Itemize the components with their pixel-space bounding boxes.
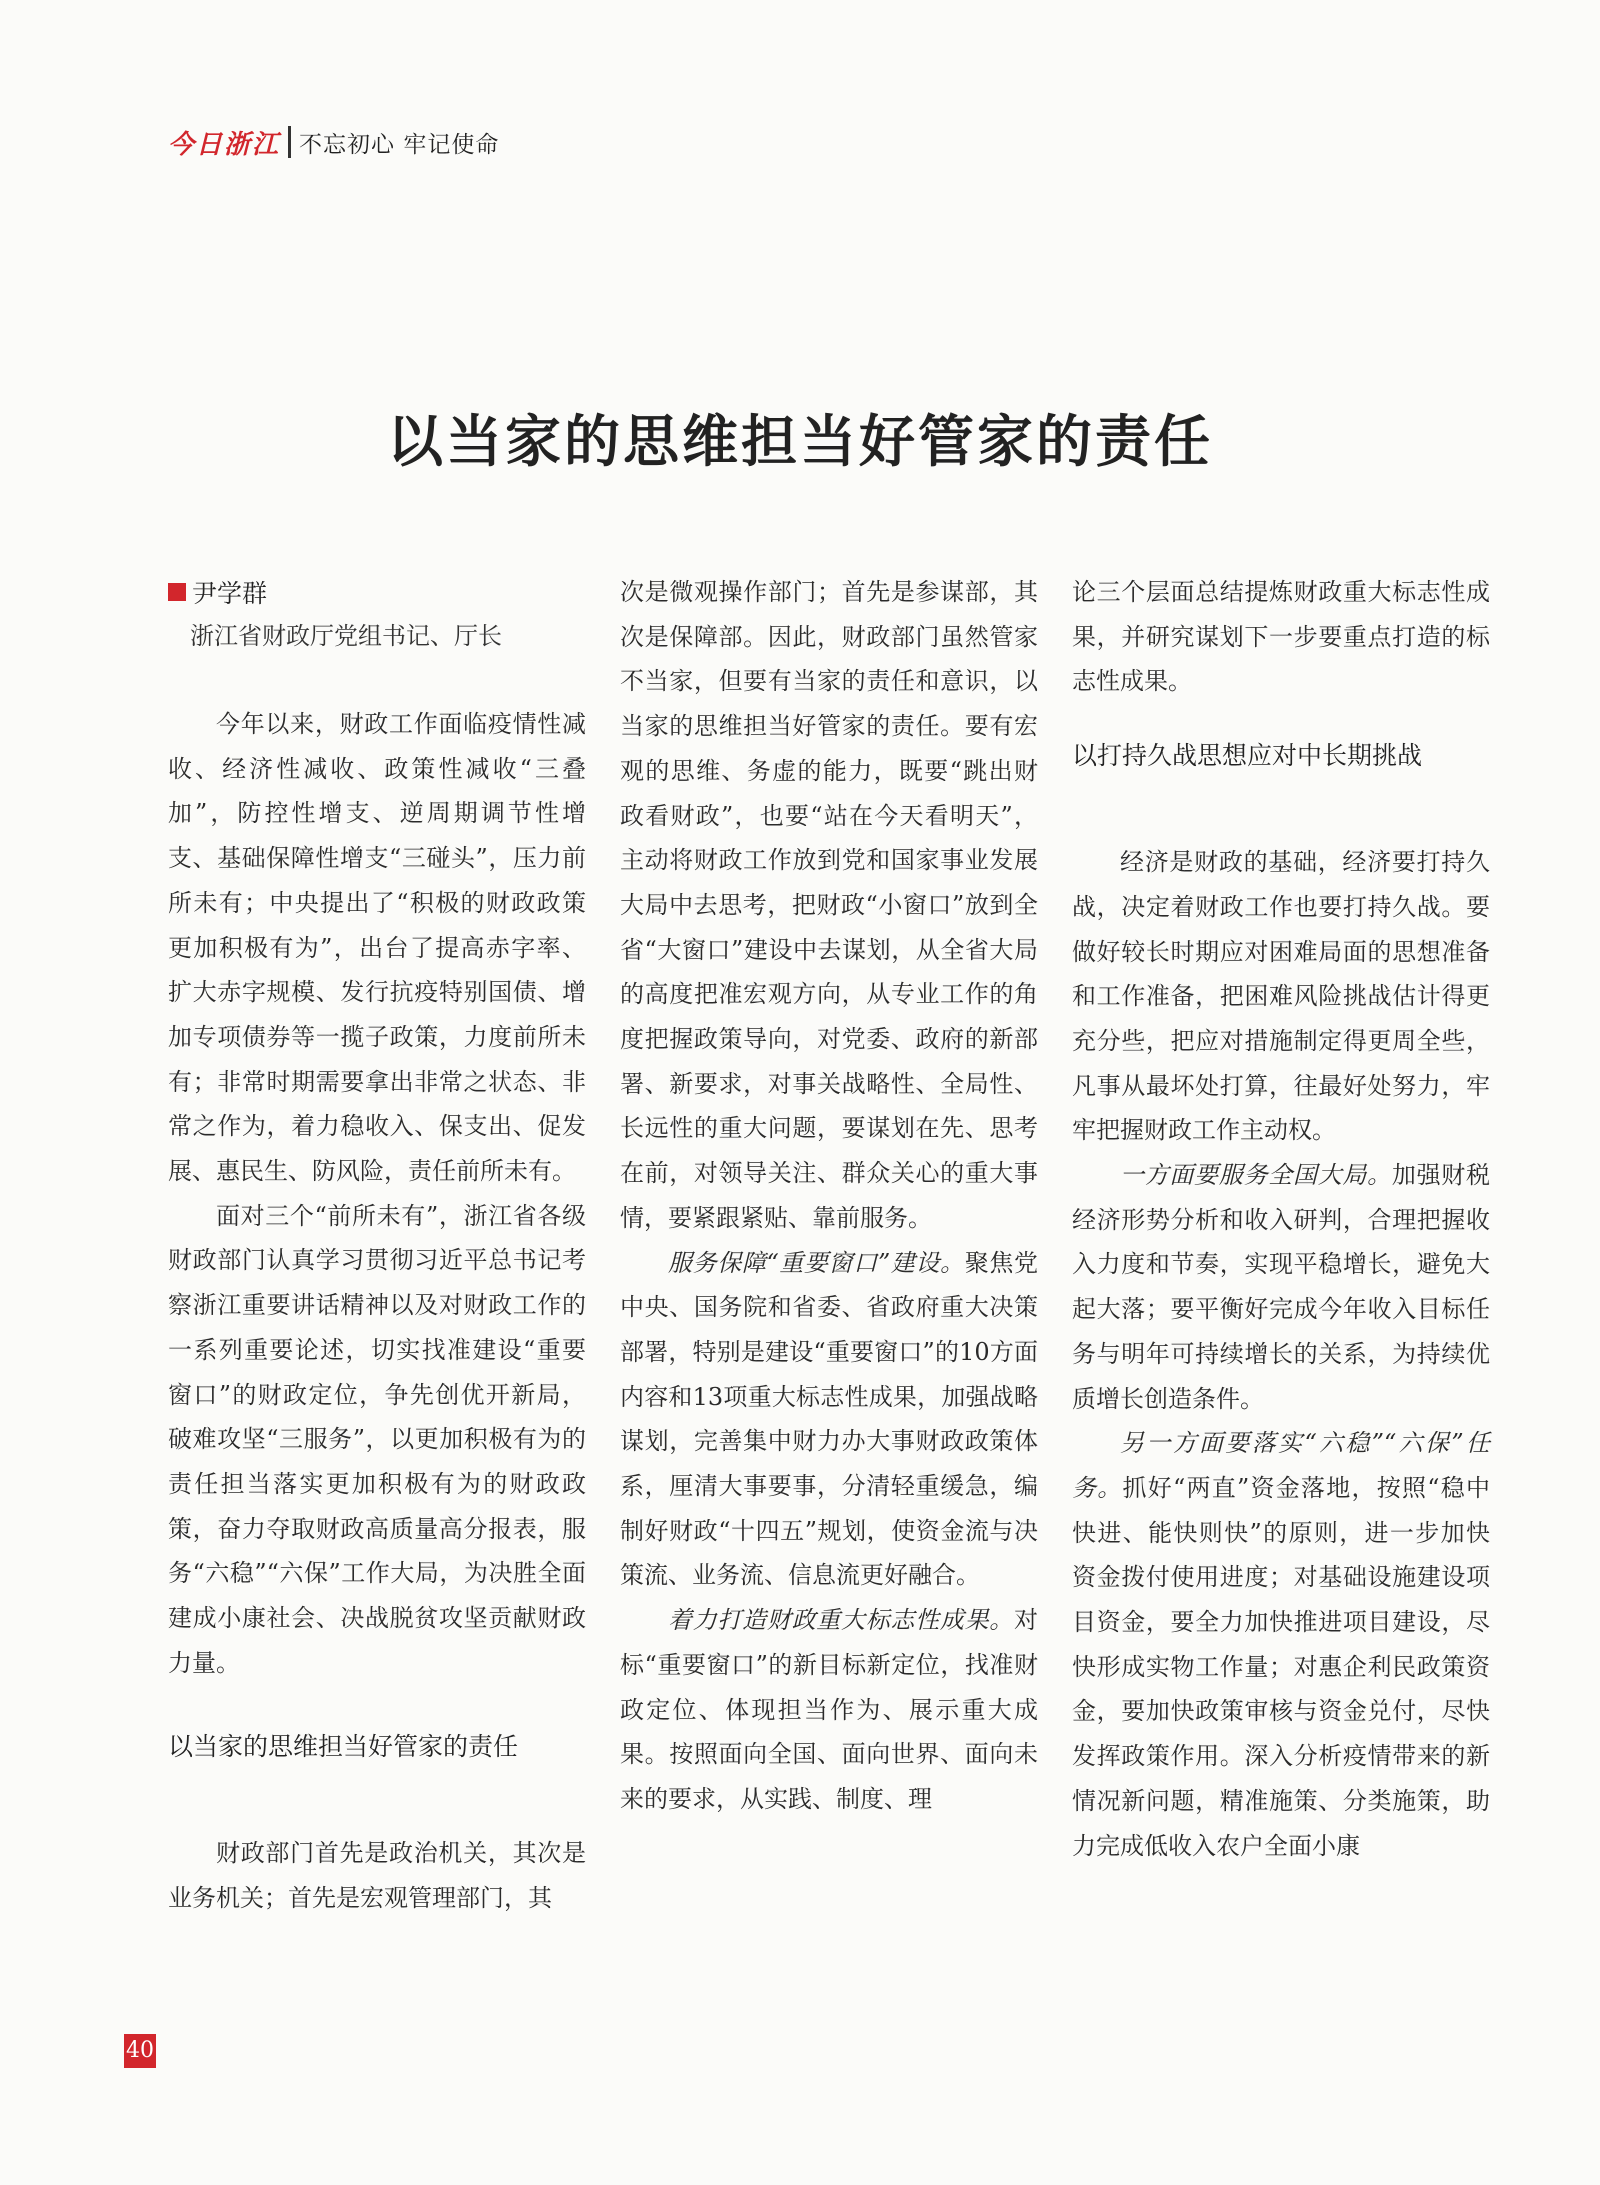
page-number: 40 bbox=[124, 2034, 156, 2068]
paragraph: 面对三个“前所未有”，浙江省各级财政部门认真学习贯彻习近平总书记考察浙江重要讲话精神以及对财政工作的一系列重要论述，切实找准建设“重要窗口”的财政定位，争先创优开新局，破难攻坚“三服务”，以更加积极有为的责任担当落实更加积极有为的财政政策，奋力夺取财政高质量高分报表，服务“六稳”“六保”工作大局，为决胜全面建成小康社会、决战脱贫攻坚贡献财政力量。 bbox=[168, 1201, 586, 1677]
author-name: 尹学群 bbox=[192, 579, 268, 608]
author-line bbox=[168, 570, 586, 614]
paragraph: 经济是财政的基础，经济要打持久战，决定着财政工作也要打持久战。要做好较长时期应对困难局面的思想准备和工作准备，把困难风险挑战估计得更充分些，把应对措施制定得更周全些，凡事从最坏处打算，往最好处努力，牢牢把握财政工作主动权。 bbox=[1072, 848, 1490, 1145]
paragraph bbox=[620, 1598, 1038, 1822]
brand-logo: 今日浙江 bbox=[168, 129, 281, 160]
paragraph-lead: 服务保障“重要窗口”建设。 bbox=[668, 1248, 965, 1277]
paragraph bbox=[620, 1241, 1038, 1599]
text-column-2 bbox=[620, 570, 1038, 1822]
paragraph: 次是微观操作部门；首先是参谋部，其次是保障部。因此，财政部门虽然管家不当家，但要有当家的责任和意识，以当家的思维担当好管家的责任。要有宏观的思维、务虚的能力，既要“跳出财政看财政”，也要“站在今天看明天”，主动将财政工作放到党和国家事业发展大局中去思考，把财政“小窗口”放到全省“大窗口”建设中去谋划，从全省大局的高度把准宏观方向，从专业工作的角度把握政策导向，对党委、政府的新部署、新要求，对事关战略性、全局性、长远性的重大问题，要谋划在先、思考在前，对领导关注、群众关心的重大事情，要紧跟紧贴、靠前服务。 bbox=[620, 578, 1038, 1232]
paragraph: 财政部门首先是政治机关，其次是业务机关；首先是宏观管理部门，其 bbox=[168, 1839, 586, 1913]
page-header bbox=[168, 122, 499, 162]
text-column-3 bbox=[1072, 570, 1490, 1868]
section-heading: 以打持久战思想应对中长期挑战 bbox=[1072, 741, 1423, 771]
paragraph: 论三个层面总结提炼财政重大标志性成果，并研究谋划下一步要重点打造的标志性成果。 bbox=[1072, 578, 1490, 696]
paragraph-lead: 另一方面要落实“六稳”“六保”任务。 bbox=[1072, 1429, 1490, 1502]
paragraph-lead: 一方面要服务全国大局。 bbox=[1120, 1161, 1392, 1190]
paragraph-body: 抓好“两直”资金落地，按照“稳中快进、能快则快”的原则，进一步加快资金拨付使用进度；对基础设施建设项目资金，要全力加快推进项目建设，尽快形成实物工作量；对惠企利民政策资金，要加快政策审核与资金兑付，尽快发挥政策作用。深入分析疫情带来的新情况新问题，精准施策、分类施策，助力完成低收入农户全面小康 bbox=[1072, 1473, 1491, 1860]
paragraph bbox=[1072, 1421, 1490, 1868]
section-heading: 以当家的思维担当好管家的责任 bbox=[168, 1732, 519, 1762]
header-divider bbox=[288, 126, 291, 158]
paragraph bbox=[1072, 1153, 1490, 1421]
paragraph-body: 对标“重要窗口”的新目标新定位，找准财政定位、体现担当作为、展示重大成果。按照面向全国、面向世界、面向未来的要求，从实践、制度、理 bbox=[620, 1606, 1038, 1813]
header-slogan: 不忘初心 牢记使命 bbox=[299, 131, 500, 158]
author-marker-icon bbox=[168, 583, 186, 601]
paragraph-lead: 着力打造财政重大标志性成果。 bbox=[668, 1606, 1014, 1635]
paragraph-body: 聚焦党中央、国务院和省委、省政府重大决策部署，特别是建设“重要窗口”的10方面内容和13项重大标志性成果，加强战略谋划，完善集中财力办大事财政政策体系，厘清大事要事，分清轻重缓急，编制好财政“十四五”规划，使资金流与决策流、业务流、信息流更好融合。 bbox=[620, 1248, 1038, 1590]
paragraph: 今年以来，财政工作面临疫情性减收、经济性减收、政策性减收“三叠加”，防控性增支、逆周期调节性增支、基础保障性增支“三碰头”，压力前所未有；中央提出了“积极的财政政策更加积极有为”，出台了提高赤字率、扩大赤字规模、发行抗疫特别国债、增加专项债券等一揽子政策，力度前所未有；非常时期需要拿出非常之状态、非常之作为，着力稳收入、保支出、促发展、惠民生、防风险，责任前所未有。 bbox=[168, 710, 586, 1186]
paragraph-body: 加强财税经济形势分析和收入研判，合理把握收入力度和节奏，实现平稳增长，避免大起大落；要平衡好完成今年收入目标任务与明年可持续增长的关系，为持续优质增长创造条件。 bbox=[1072, 1161, 1491, 1413]
author-title: 浙江省财政厅党组书记、厅长 bbox=[190, 622, 502, 650]
text-column-1 bbox=[168, 570, 586, 1921]
article-title: 以当家的思维担当好管家的责任 bbox=[387, 409, 1213, 475]
